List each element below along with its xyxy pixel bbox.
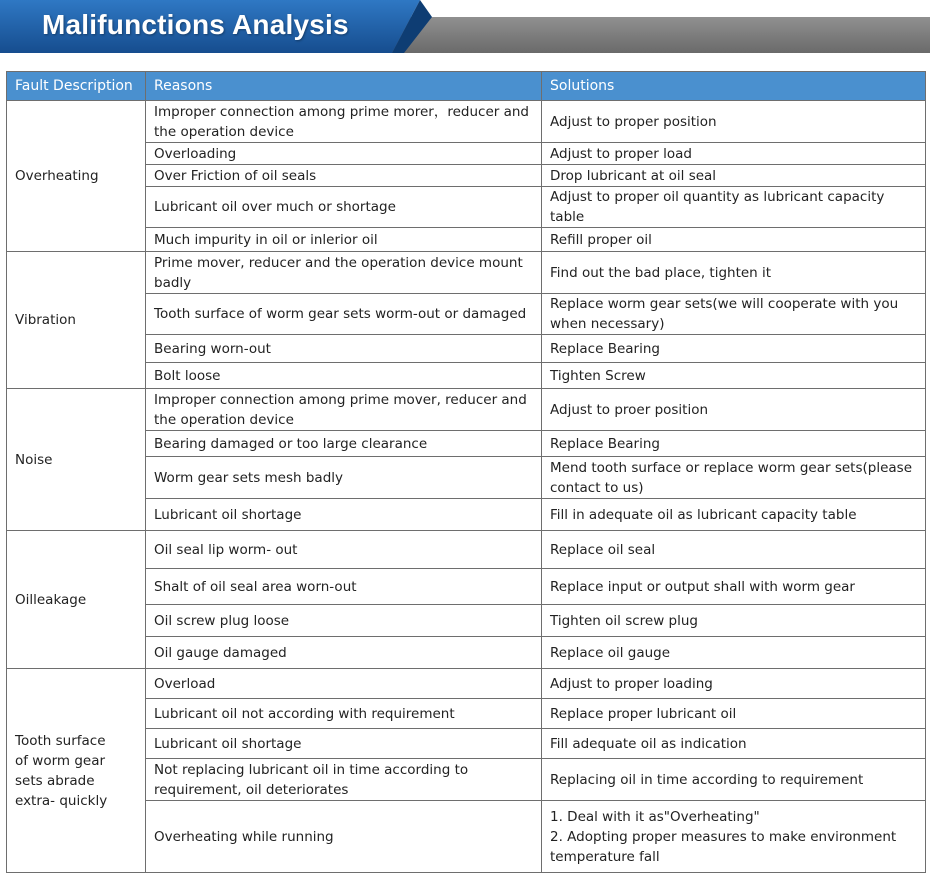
table-body (7, 101, 926, 873)
solution-cell: Drop lubricant at oil seal (542, 165, 926, 187)
solution-cell: Tighten Screw (542, 363, 926, 389)
solution-cell: Replace oil gauge (542, 637, 926, 669)
reason-cell: Lubricant oil over much or shortage (146, 187, 542, 228)
solution-cell: Replace proper lubricant oil (542, 699, 926, 729)
fault-description-cell: Overheating (7, 101, 146, 252)
solution-cell: Replacing oil in time according to requirement (542, 759, 926, 801)
reason-cell: Lubricant oil shortage (146, 729, 542, 759)
solution-cell: Tighten oil screw plug (542, 605, 926, 637)
reason-cell: Lubricant oil not according with requirement (146, 699, 542, 729)
solution-cell: Replace Bearing (542, 431, 926, 457)
reason-cell: Overload (146, 669, 542, 699)
reason-cell: Bolt loose (146, 363, 542, 389)
reason-cell: Bearing worn-out (146, 335, 542, 363)
reason-cell: Improper connection among prime mover, reducer and the operation device (146, 389, 542, 431)
solution-cell: 1. Deal with it as"Overheating" 2. Adopting proper measures to make environment temperature fall (542, 801, 926, 873)
reason-cell: Oil seal lip worm- out (146, 531, 542, 569)
solution-cell: Replace input or output shall with worm gear (542, 569, 926, 605)
solution-cell: Fill in adequate oil as lubricant capacity table (542, 499, 926, 531)
reason-cell: Much impurity in oil or inlerior oil (146, 228, 542, 252)
column-header-fault: Fault Description (7, 72, 146, 101)
solution-cell: Replace Bearing (542, 335, 926, 363)
reason-cell: Overloading (146, 143, 542, 165)
title-banner (0, 0, 930, 53)
solution-cell: Mend tooth surface or replace worm gear sets(please contact to us) (542, 457, 926, 499)
solution-cell: Adjust to proer position (542, 389, 926, 431)
solution-cell: Adjust to proper load (542, 143, 926, 165)
reason-cell: Improper connection among prime morer，reducer and the operation device (146, 101, 542, 143)
fault-description-cell: Oilleakage (7, 531, 146, 669)
reason-cell: Worm gear sets mesh badly (146, 457, 542, 499)
page-title: Malifunctions Analysis (42, 9, 349, 40)
column-header-reasons: Reasons (146, 72, 542, 101)
reason-cell: Not replacing lubricant oil in time according to requirement, oil deteriorates (146, 759, 542, 801)
solution-cell: Find out the bad place, tighten it (542, 252, 926, 294)
solution-cell: Replace oil seal (542, 531, 926, 569)
solution-cell: Replace worm gear sets(we will cooperate with you when necessary) (542, 294, 926, 335)
reason-cell: Over Friction of oil seals (146, 165, 542, 187)
reason-cell: Oil gauge damaged (146, 637, 542, 669)
table-row (7, 101, 926, 143)
reason-cell: Tooth surface of worm gear sets worm-out or damaged (146, 294, 542, 335)
table-row (7, 252, 926, 294)
column-header-solutions: Solutions (542, 72, 926, 101)
solution-cell: Fill adequate oil as indication (542, 729, 926, 759)
table-header-row (7, 72, 926, 101)
table-row (7, 669, 926, 699)
solution-cell: Refill proper oil (542, 228, 926, 252)
reason-cell: Lubricant oil shortage (146, 499, 542, 531)
reason-cell: Prime mover, reducer and the operation device mount badly (146, 252, 542, 294)
table-row (7, 531, 926, 569)
reason-cell: Oil screw plug loose (146, 605, 542, 637)
reason-cell: Overheating while running (146, 801, 542, 873)
solution-cell: Adjust to proper position (542, 101, 926, 143)
malfunctions-table (6, 71, 926, 873)
fault-description-cell: Vibration (7, 252, 146, 389)
table-row (7, 389, 926, 431)
solution-cell: Adjust to proper loading (542, 669, 926, 699)
fault-description-cell: Noise (7, 389, 146, 531)
fault-description-cell: Tooth surface of worm gear sets abrade extra- quickly (7, 669, 146, 873)
reason-cell: Shalt of oil seal area worn-out (146, 569, 542, 605)
reason-cell: Bearing damaged or too large clearance (146, 431, 542, 457)
solution-cell: Adjust to proper oil quantity as lubricant capacity table (542, 187, 926, 228)
